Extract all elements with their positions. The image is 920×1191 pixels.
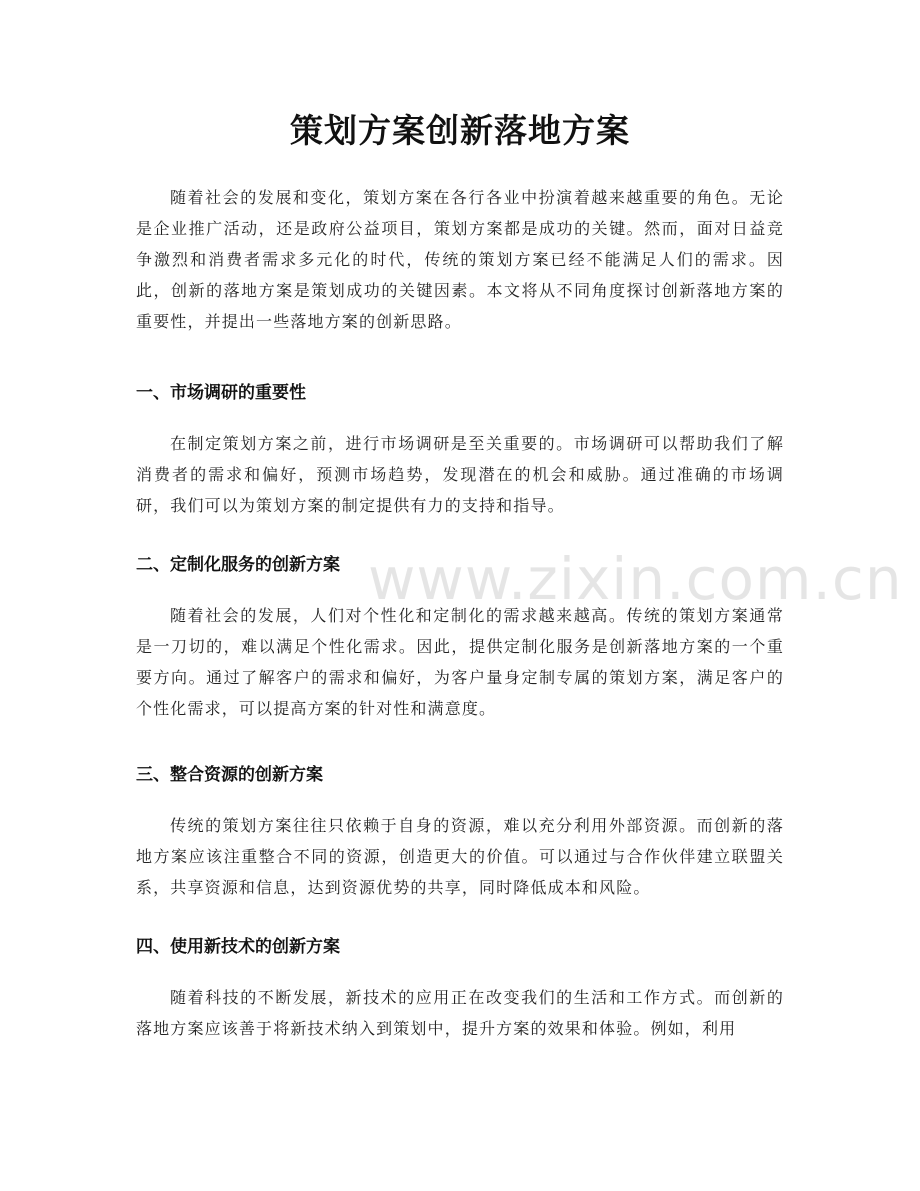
section-1-body: 在制定策划方案之前，进行市场调研是至关重要的。市场调研可以帮助我们了解消费者的需求和偏好，预测市场趋势，发现潜在的机会和威胁。通过准确的市场调研，我们可以为策划方案的制定提供有力的支持和指导。 [136, 434, 784, 515]
intro-paragraph: 随着社会的发展和变化，策划方案在各行各业中扮演着越来越重要的角色。无论是企业推广活动，还是政府公益项目，策划方案都是成功的关键。然而，面对日益竞争激烈和消费者需求多元化的时代，传统的策划方案已经不能满足人们的需求。因此，创新的落地方案是策划成功的关键因素。本文将从不同角度探讨创新落地方案的重要性，并提出一些落地方案的创新思路。 [136, 188, 784, 331]
section-3-heading: 三、整合资源的创新方案 [136, 765, 323, 785]
section-4-heading: 四、使用新技术的创新方案 [136, 937, 340, 957]
document-title: 策划方案创新落地方案 [290, 111, 630, 150]
section-3-body: 传统的策划方案往往只依赖于自身的资源，难以充分利用外部资源。而创新的落地方案应该注重整合不同的资源，创造更大的价值。可以通过与合作伙伴建立联盟关系，共享资源和信息，达到资源优势的共享，同时降低成本和风险。 [136, 816, 784, 897]
watermark: www.zixin.com.cn [368, 545, 903, 613]
section-1-heading: 一、市场调研的重要性 [136, 383, 306, 403]
section-2-body: 随着社会的发展，人们对个性化和定制化的需求越来越高。传统的策划方案通常是一刀切的，难以满足个性化需求。因此，提供定制化服务是创新落地方案的一个重要方向。通过了解客户的需求和偏好，为客户量身定制专属的策划方案，满足客户的个性化需求，可以提高方案的针对性和满意度。 [136, 606, 784, 718]
section-4-body: 随着科技的不断发展，新技术的应用正在改变我们的生活和工作方式。而创新的落地方案应该善于将新技术纳入到策划中，提升方案的效果和体验。例如，利用 [136, 988, 784, 1038]
section-2-heading: 二、定制化服务的创新方案 [136, 555, 340, 575]
